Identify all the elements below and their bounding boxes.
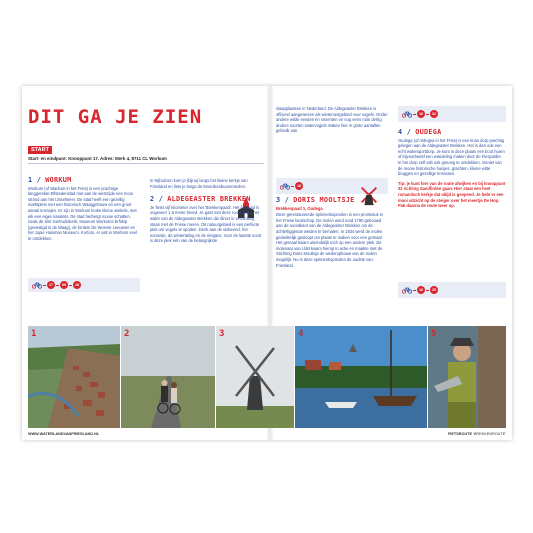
footer-website: WWW.WATERLANDVANFRIESLAND.NL [28,432,100,436]
node-badge: 35 [432,288,436,292]
photo-number: 3 [219,329,225,339]
bicycle-icon [32,281,42,289]
section-heading: ALDEGEASTER BREKKEN [167,195,251,204]
photo-number: 4 [298,329,304,339]
node-badge: 32 [432,112,436,116]
nijhuizum-text: In Nijhuizum kom je (bijna) langs het kleine kerkje van Friesland en fiets je langs de Monnikenbuurenmolen. [150,178,248,189]
section-heading: WORKUM [45,176,72,184]
route-knooppunten-2 [280,182,303,190]
photo-cyclists [121,326,215,428]
footer-route-name: FIETSROUTE 'BREKKENROUTE' [447,432,506,436]
node-badge: 10 [419,288,423,292]
start-tag: START [28,146,52,154]
section-body: Oudega (of Aldegea in het Fries) is een knus dorp prachtig gelegen aan de Aldegeaster Brekken. Het is dan ook een echt watersportdorp. Je kunt in deze plaats een boot huren of bijvoorbeeld een wandeling maken door de Fiespolder. In het dorp zelf valt ook genoeg te ontdekken. Geniet van de mooie historische huisjes, grachten, kleine witte bruggen en gezellige terrassen. [398,137,505,177]
section-workum: 1 / WORKUM Workum (of Warkum in het Fries) is een prachtige langgerekte Elfstedenstad met aan de westzijde een mooi strand aan het IJsselmeer. De stad heeft een gezellig marktplein met een historisch Waaggebouw en een groot aantal terrasjes. Er zijn in Workum leuke kleine winkels, met elk een eigen karakter. De stad herbergt mooie schatten, zoals de Sint Gertrudiskerk, Museum Workums Erfskip (gevestigd in de Waag), de fontein De Woeste Leeuwen en het Jopie Huisman Museum. Kortom, er valt in Workum veel te ontdekken. [28,178,140,246]
route-knooppunten-1 [32,281,81,289]
section-doris-mooltsje: 3 / DORIS MOOLTSJE Brekkenpaad 1, Oudega Deze gerestaureerde spinnenkopmolen is een pronkstuk in het Friese landschap. De molen werd rond 1790 gebouwd aan de noordkant van de Aldegeaster Brekken om de achterliggende weiden te bemalen. In 1934 werd de molen gedeeltelijk gesloopt om plaats te maken voor een gemaal. Het gemaal kwam uiteindelijk toch op een andere plek. De molenaar van Uilst kwam hierop in actie en maakte met de Stichting Doris Mooltsje de wederopbouw van de molen mogelijk. Nu is deze spinnenkopmolen de oudste van Friesland. [276,198,388,272]
node-badge: 18 [297,184,301,188]
column-2: In Nijhuizum kom je (bijna) langs het kleine kerkje van Friesland en fiets je langs de Monnikenbuurenmolen. 2 / ALDEGEASTER BREKKEN Je fietst vijf kilometer over het 'Brekkenpaad'. Het fietspad is ongeveer 1,5 meter breed. Je gaat met deze route langs het water van de Aldegeaster Brekken die direct in verbinding staan met de Friese meren. Dit natuurgebied is een perfecte plek om vogels te spotten. Denk aan de slobeend, het nonnetje, de wintertaling en de rietgans. Voor de laatste soort is deze plek één van de belangrijkste [150,178,264,248]
bicycle-icon [280,182,290,190]
node-badge: 09 [62,283,66,287]
page-title: DIT GA JE ZIEN [28,106,203,128]
tip-text: Tip: je kunt hier van de route afwijken en bij knooppunt 32 richting Sandfirden gaan. Hier staat een heel romantisch kerkje dat altijd is geopend. Je hebt er een mooi uitzicht op de steiger over het meertje De Hop. Pak daarna de route weer op. [398,180,506,209]
section-subheading: Brekkenpaad 1, Oudega [276,205,323,211]
bicycle-icon [402,110,412,118]
node-badge: 10 [419,112,423,116]
photo-fisherman [428,326,506,428]
photo-number: 1 [31,329,37,339]
section-heading: OUDEGA [415,128,442,136]
route-knooppunten-3 [402,110,438,118]
start-text: Start- en eindpunt: Knooppunt 17. Adres: Merk 4, 8711 CL Workum [28,156,167,161]
section-body-cont: slaapplaatsen in Nederland. De Aldegeaster Brekken is officieel aangewezen als winterrustgebied voor vogels. Onder andere wilde eenden en smienten en nog eens ruim dertig andere soorten watervogels maken hier in grote aantallen gebruik van. [276,106,388,134]
bicycle-icon [402,286,412,294]
magazine-spread [22,86,512,440]
photo-oudega-boats [295,326,427,428]
section-oudega: 4 / OUDEGA Oudega (of Aldegea in het Fries) is een knus dorp prachtig gelegen aan de Aldegeaster Brekken. Het is dan ook een echt watersportdorp. Je kunt in deze plaats een boot huren of bijvoorbeeld een wandeling maken door de Fiespolder. In het dorp zelf valt ook genoeg te ontdekken. Geniet van de mooie historische huisjes, grachten, kleine witte bruggen en gezellige terrassen. Tip: je kunt hier van de route afwijken en bij knooppunt 32 richting Sandfirden gaan. Hier staat een heel romantisch kerkje dat altijd is geopend. Je hebt er een mooi uitzicht op de steiger over het meertje De Hop. Pak daarna de route weer op. [398,128,506,209]
section-heading: DORIS MOOLTSJE [293,196,355,204]
section-body: Deze gerestaureerde spinnenkopmolen is een pronkstuk in het Friese landschap. De molen werd rond 1790 gebouwd aan de noordkant van de Aldegeaster Brekken om de achterliggende weiden te bemalen. In 1934 werd de molen gedeeltelijk gesloopt om plaats te maken voor een gemaal. Het gemaal kwam uiteindelijk toch op een andere plek. De molenaar van Uilst kwam hierop in actie en maakte met de Stichting Doris Mooltsje de wederopbouw van de molen mogelijk. Nu is deze spinnenkopmolen de oudste van Friesland. [276,212,383,268]
node-badge: 18 [75,283,79,287]
column-3 [276,106,388,138]
section-body: Je fietst vijf kilometer over het 'Brekkenpaad'. Het fietspad is ongeveer 1,5 meter breed. Je gaat met deze route langs het water van de Aldegeaster Brekken die direct in verbinding staan met de Friese meren. Dit natuurgebied is een perfecte plek om vogels te spotten. Denk aan de slobeend, het nonnetje, de wintertaling en de rietgans. Voor de laatste soort is deze plek één van de belangrijkste [150,204,262,244]
section-body: Workum (of Warkum in het Fries) is een prachtige langgerekte Elfstedenstad met aan de westzijde een mooi strand aan het IJsselmeer. De stad heeft een gezellig marktplein met een historisch Waaggebouw en een groot aantal terrasjes. Er zijn in Workum leuke kleine winkels, met elk een eigen karakter. De stad herbergt mooie schatten, zoals de Sint Gertrudiskerk, Museum Workums Erfskip (gevestigd in de Waag), de fontein De Woeste Leeuwen en het Jopie Huisman Museum. Kortom, er valt in Workum veel te ontdekken. [28,185,137,241]
photo-number: 5 [431,329,437,339]
photo-number: 2 [124,329,130,339]
route-knooppunten-4 [402,286,438,294]
photo-workum-aerial [28,326,120,428]
divider [28,163,264,164]
photo-windmill [216,326,294,428]
node-badge: 17 [49,283,53,287]
